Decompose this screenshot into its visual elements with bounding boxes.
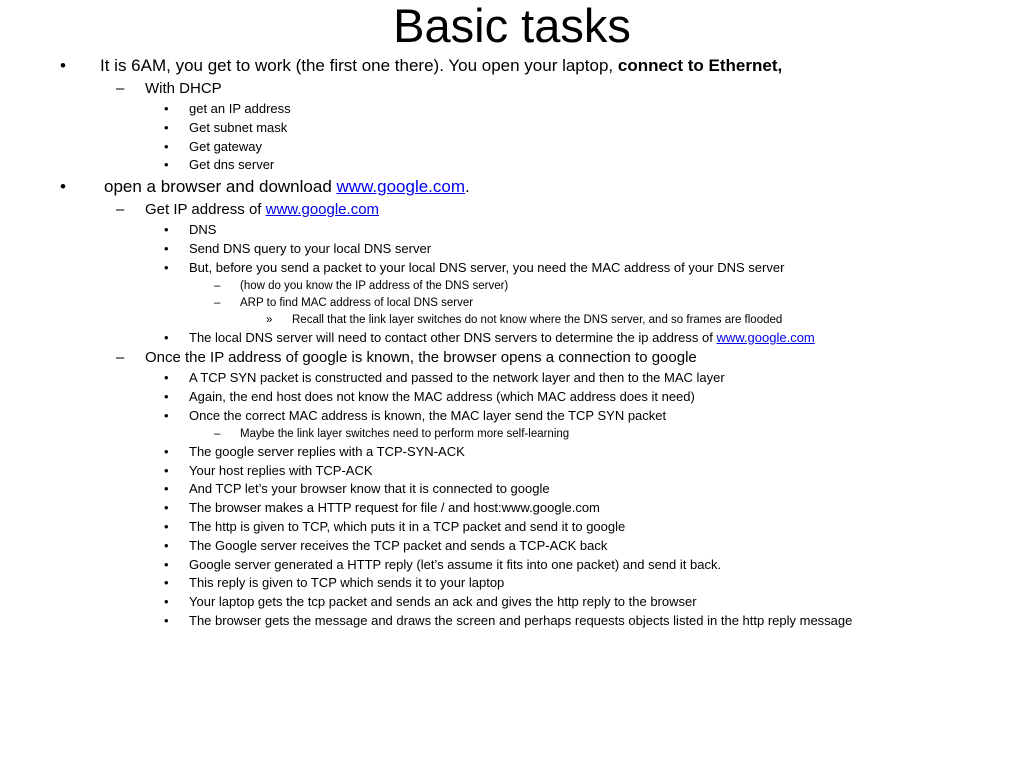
list-item-text: And TCP let’s your browser know that it is connected to google	[189, 481, 550, 497]
bullet-connect-ethernet	[0, 54, 1024, 78]
sub-bullet-connection	[0, 347, 1024, 369]
list-item-text: Get dns server	[189, 157, 275, 173]
bullet-dash-icon: –	[116, 201, 125, 219]
list-item	[0, 312, 1024, 329]
list-item-text: Get gateway	[189, 138, 262, 154]
list-item	[0, 295, 1024, 312]
list-item	[0, 537, 1024, 556]
list-item-text: Recall that the link layer switches do not know where the DNS server, and so frames are flooded	[292, 313, 783, 326]
list-item	[0, 480, 1024, 499]
list-item	[0, 259, 1024, 278]
bullet-dot-icon: •	[164, 594, 169, 610]
list-item-text: Your host replies with TCP-ACK	[189, 462, 373, 478]
bullet-dot-icon: •	[164, 575, 169, 591]
bullet-dot-icon: •	[164, 556, 169, 572]
bullet-dot-icon: •	[164, 612, 169, 628]
list-item	[0, 369, 1024, 388]
slide-title: Basic tasks	[393, 0, 631, 52]
slide-outline	[0, 54, 1024, 631]
list-item-text: The local DNS server will need to contact other DNS servers to determine the ip address of	[189, 329, 713, 345]
list-item	[0, 278, 1024, 295]
bullet-dot-icon: •	[164, 518, 169, 534]
bullet-dot-icon: •	[164, 240, 169, 256]
list-item-text: Send DNS query to your local DNS server	[189, 240, 432, 256]
bullet-bold-text: connect to Ethernet,	[617, 56, 783, 75]
list-item-text: Get subnet mask	[189, 119, 288, 135]
bullet-dot-icon: •	[164, 462, 169, 478]
list-item	[0, 462, 1024, 481]
bullet-dash-icon: –	[116, 349, 125, 367]
list-item-text: This reply is given to TCP which sends it to your laptop	[189, 575, 505, 591]
bullet-dot-icon: •	[164, 389, 169, 405]
list-item	[0, 612, 1024, 631]
list-item-text: Maybe the link layer switches need to perform more self-learning	[240, 427, 570, 440]
list-item	[0, 556, 1024, 575]
bullet-dot-icon: •	[164, 500, 169, 516]
list-item	[0, 593, 1024, 612]
list-item	[0, 119, 1024, 138]
bullet-dash-icon: –	[214, 279, 221, 292]
list-item	[0, 574, 1024, 593]
list-item-text: Your laptop gets the tcp packet and sends an ack and gives the http reply to the browser	[189, 594, 697, 610]
bullet-dash-icon: –	[214, 427, 221, 440]
list-item	[0, 221, 1024, 240]
sub-bullet-dhcp	[0, 78, 1024, 100]
bullet-text: open a browser and download	[104, 177, 332, 197]
bullet-suffix: .	[465, 177, 470, 197]
list-item-text: The browser makes a HTTP request for file / and host:www.google.com	[189, 500, 600, 516]
list-item	[0, 156, 1024, 175]
bullet-dot-icon: •	[164, 370, 169, 386]
list-item	[0, 407, 1024, 426]
sub-bullet-text: With DHCP	[145, 80, 222, 97]
bullet-dot-icon: •	[60, 56, 66, 75]
bullet-text: It is 6AM, you get to work (the first one there). You open your laptop,	[100, 56, 614, 75]
list-item-text: The browser gets the message and draws the screen and perhaps requests objects listed in the http reply message	[189, 612, 853, 628]
list-item	[0, 100, 1024, 119]
list-item	[0, 426, 1024, 443]
list-item-text: Google server generated a HTTP reply (let’s assume it fits into one packet) and send it back.	[189, 556, 722, 572]
list-item-text: Once the correct MAC address is known, the MAC layer send the TCP SYN packet	[189, 407, 667, 423]
bullet-dot-icon: •	[164, 407, 169, 423]
bullet-dot-icon: •	[164, 443, 169, 459]
sub-bullet-text: Once the IP address of google is known, the browser opens a connection to google	[145, 349, 697, 367]
bullet-dot-icon: •	[164, 537, 169, 553]
list-item-text: The google server replies with a TCP-SYN-ACK	[189, 443, 465, 459]
list-item	[0, 499, 1024, 518]
bullet-dot-icon: •	[164, 259, 169, 275]
list-item-text: The Google server receives the TCP packet and sends a TCP-ACK back	[189, 537, 608, 553]
bullet-raquo-icon: »	[266, 313, 273, 326]
bullet-dot-icon: •	[164, 101, 169, 116]
list-item-text: DNS	[189, 222, 217, 238]
list-item-text: The http is given to TCP, which puts it in a TCP packet and send it to google	[189, 518, 626, 534]
bullet-dot-icon: •	[164, 329, 169, 345]
list-item	[0, 518, 1024, 537]
bullet-dot-icon: •	[164, 157, 169, 173]
bullet-dot-icon: •	[60, 177, 66, 197]
bullet-open-browser	[0, 175, 1024, 199]
list-item-text: But, before you send a packet to your local DNS server, you need the MAC address of your DNS server	[189, 259, 785, 275]
list-item-text: Again, the end host does not know the MAC address (which MAC address does it need)	[189, 389, 695, 405]
list-item-text: ARP to find MAC address of local DNS server	[240, 296, 474, 309]
google-link[interactable]: www.google.com	[265, 201, 380, 219]
sub-bullet-get-ip	[0, 199, 1024, 221]
list-item-text: get an IP address	[189, 101, 291, 116]
list-item-text: A TCP SYN packet is constructed and passed to the network layer and then to the MAC layer	[189, 370, 725, 386]
bullet-dot-icon: •	[164, 481, 169, 497]
list-item	[0, 240, 1024, 259]
google-link[interactable]: www.google.com	[336, 177, 466, 197]
bullet-dash-icon: –	[214, 296, 221, 309]
bullet-dot-icon: •	[164, 222, 169, 238]
list-item-text: (how do you know the IP address of the DNS server)	[240, 279, 509, 292]
list-item	[0, 138, 1024, 157]
list-item	[0, 388, 1024, 407]
bullet-dot-icon: •	[164, 119, 169, 135]
bullet-dash-icon: –	[116, 80, 125, 97]
sub-bullet-text: Get IP address of	[145, 201, 262, 219]
list-item	[0, 329, 1024, 348]
bullet-dot-icon: •	[164, 138, 169, 154]
google-link[interactable]: www.google.com	[716, 329, 815, 345]
list-item	[0, 443, 1024, 462]
